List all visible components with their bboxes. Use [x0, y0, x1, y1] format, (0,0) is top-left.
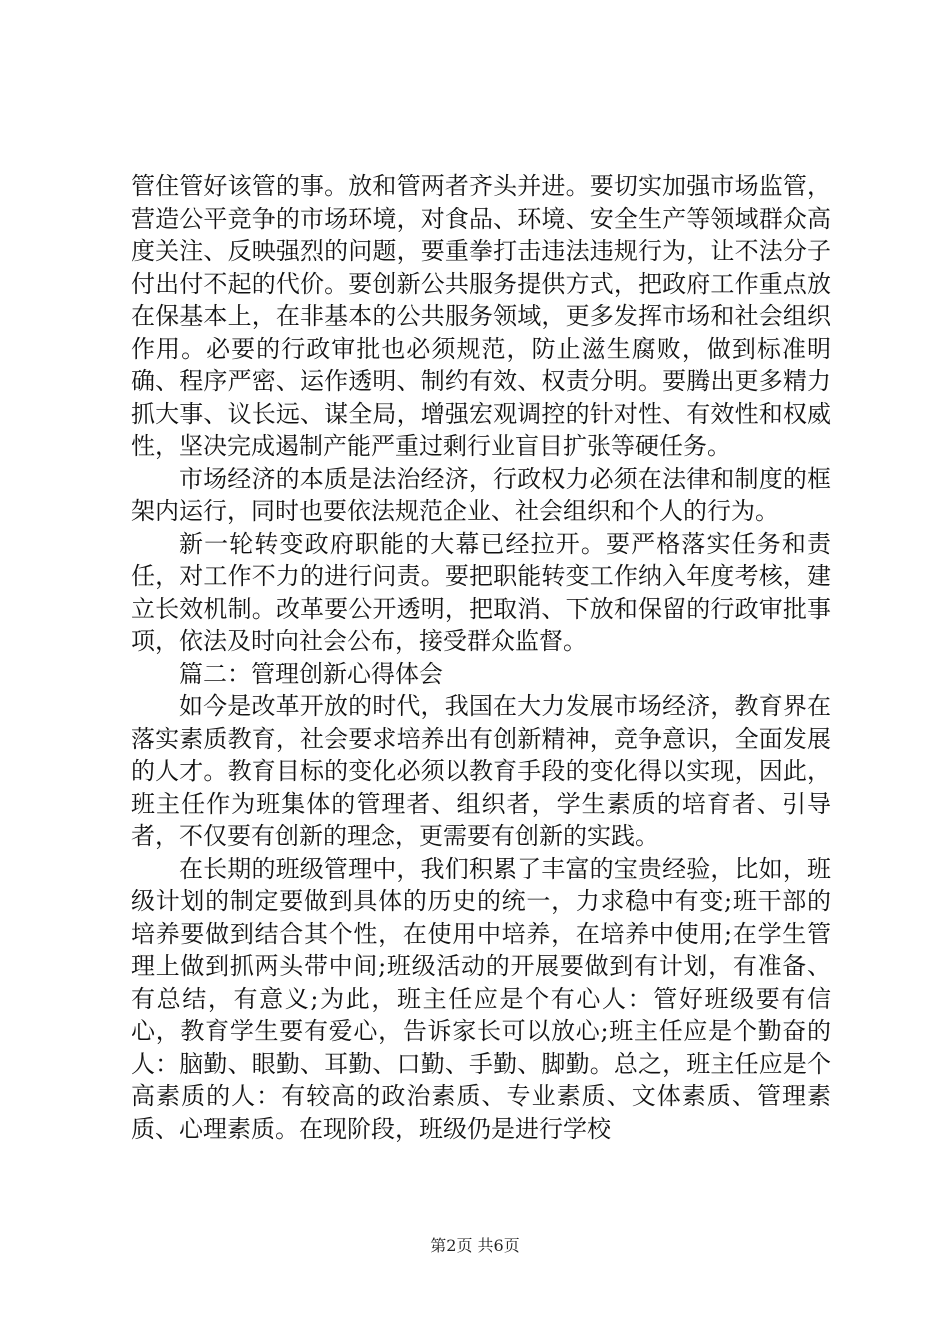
document-body [131, 170, 831, 1145]
paragraph: 在长期的班级管理中，我们积累了丰富的宝贵经验，比如，班级计划的制定要做到具体的历史的统一，力求稳中有变;班干部的培养要做到结合其个性，在使用中培养，在培养中使用;在学生管理上做到抓两头带中间;班级活动的开展要做到有计划，有准备、有总结，有意义;为此，班主任应是个有心人：管好班级要有信心，教育学生要有爱心，告诉家长可以放心;班主任应是个勤奋的人：脑勤、眼勤、耳勤、口勤、手勤、脚勤。总之，班主任应是个高素质的人：有较高的政治素质、专业素质、文体素质、管理素质、心理素质。在现阶段，班级仍是进行学校 [131, 854, 831, 1143]
paragraph: 新一轮转变政府职能的大幕已经拉开。要严格落实任务和责任，对工作不力的进行问责。要把职能转变工作纳入年度考核，建立长效机制。改革要公开透明，把取消、下放和保留的行政审批事项，依法及时向社会公布，接受群众监督。 [131, 529, 831, 655]
paragraph: 市场经济的本质是法治经济，行政权力必须在法律和制度的框架内运行，同时也要依法规范企业、社会组织和个人的行为。 [131, 464, 831, 525]
section-heading: 篇二：管理创新心得体会 [179, 659, 443, 688]
paragraph: 如今是改革开放的时代，我国在大力发展市场经济，教育界在落实素质教育，社会要求培养出有创新精神，竞争意识，全面发展的人才。教育目标的变化必须以教育手段的变化得以实现，因此，班主任作为班集体的管理者、组织者，学生素质的培育者、引导者，不仅要有创新的理念，更需要有创新的实践。 [131, 692, 831, 850]
paragraph-continuation: 管住管好该管的事。放和管两者齐头并进。要切实加强市场监管，营造公平竞争的市场环境，对食品、环境、安全生产等领域群众高度关注、反映强烈的问题，要重拳打击违法违规行为，让不法分子付出付不起的代价。要创新公共服务提供方式，把政府工作重点放在保基本上，在非基本的公共服务领域，更多发挥市场和社会组织作用。必要的行政审批也必须规范，防止滋生腐败，做到标准明确、程序严密、运作透明、制约有效、权责分明。要腾出更多精力抓大事、议长远、谋全局，增强宏观调控的针对性、有效性和权威性，坚决完成遏制产能严重过剩行业盲目扩张等硬任务。 [131, 172, 831, 460]
page-number-footer: 第2页 共6页 [430, 1236, 520, 1255]
